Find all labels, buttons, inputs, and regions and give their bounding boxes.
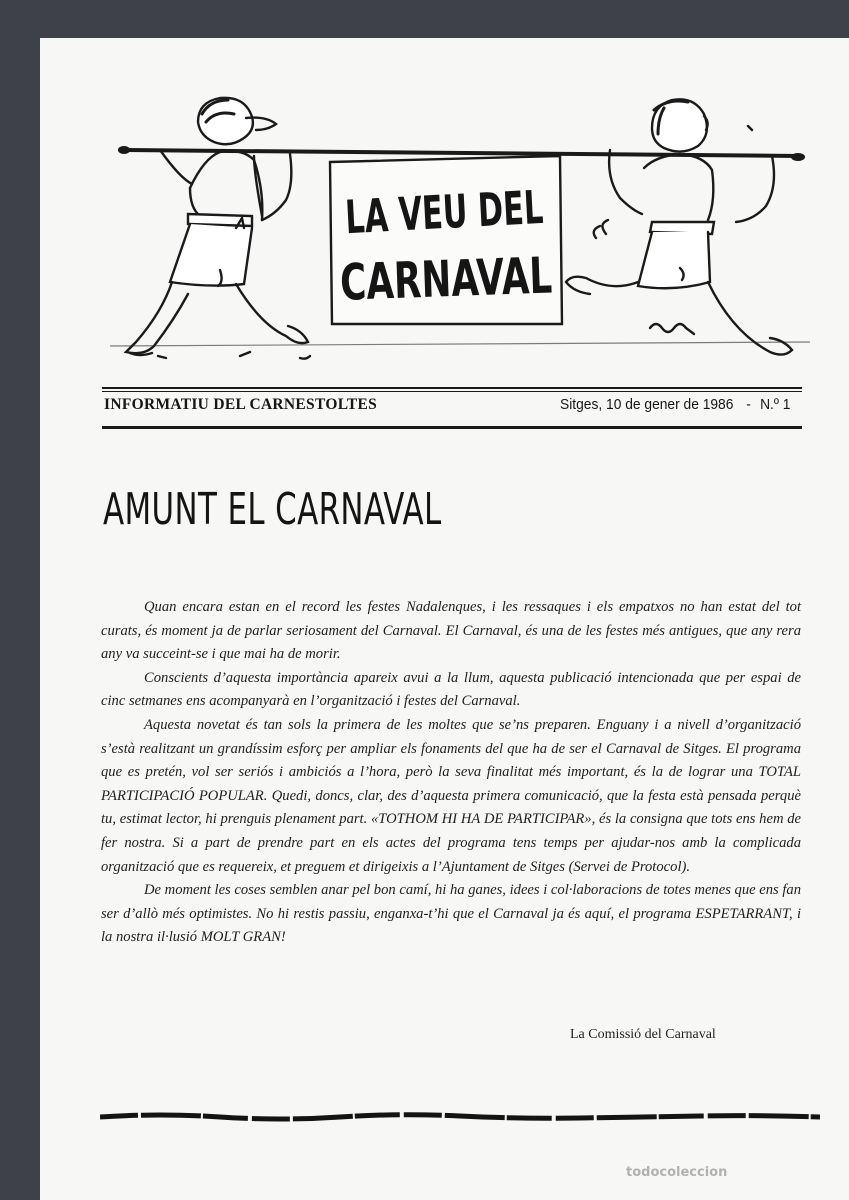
header-rule-thin: [102, 391, 802, 392]
watermark: todocoleccion: [626, 1165, 728, 1180]
article-paragraph: Aquesta novetat és tan sols la primera de les moltes que se’ns preparen. Enguany i a nivell d’organització s’està realitzant un grandíssim esforç per ampliar els fonaments del que ha de ser el Carnaval de Sitges. El programa que es pretén, vol ser seriós i ambiciós a l’hora, però la seva finalitat més important, és la de lograr una TOTAL PARTICIPACIÓ POPULAR. Quedi, doncs, clar, des d’aquesta primera comunicació, que la festa està pensada perquè tu, estimat lector, hi prenguis plenament part. «TOTHOM HI HA DE PARTICIPAR», és la consigna que tots ens hem de fer nostra. Si a part de prendre part en els actes del programa tens temps per ajudar-nos amb la complicada organització que es requereix, et preguem et dirigeixis a l’Ajuntament de Sitges (Servei de Protocol).: [101, 716, 801, 875]
page-title: AMUNT EL CARNAVAL: [103, 484, 442, 535]
article-paragraph: De moment les coses semblen anar pel bon camí, hi ha ganes, idees i col·laboracions de totes menes que ens fan ser d’allò més optimistes. No hi restis passiu, enganxa-t’hi que el Carnaval ja és aquí, el programa ESPETARRANT, i la nostra il·lusió MOLT GRAN!: [101, 882, 802, 946]
article-paragraph: Conscients d’aquesta importància apareix avui a la llum, aquesta publicació intencionada que per espai de cinc setmanes ens acompanyarà en l’organització i festes del Carnaval.: [101, 669, 801, 710]
masthead-logo: [330, 156, 647, 324]
issue-date: Sitges, 10 de gener de 1986: [560, 396, 734, 413]
masthead-illustration: [40, 38, 849, 378]
article-body: [101, 596, 801, 950]
logo-line-2: CARNAVAL: [339, 243, 638, 312]
right-carrier-figure: [566, 99, 792, 354]
article-paragraph: Quan encara estan en el record les festes Nadalenques, i les ressaques i els empatxos no han estat del tot curats, és moment ja de parlar seriosament del Carnaval. El Carnaval, és una de les festes més antigues, que any rera any va succeint-se i que mai ha de morir.: [101, 599, 801, 663]
newspaper-page: [40, 38, 849, 1200]
issue-info: [560, 396, 790, 413]
issue-number: N.º 1: [760, 396, 791, 413]
issue-separator: -: [746, 396, 751, 413]
footer-rule: [100, 1110, 820, 1124]
left-carrier-figure: [126, 98, 310, 359]
publication-subtitle: INFORMATIU DEL CARNESTOLTES: [104, 396, 378, 413]
header-rule-top: [102, 387, 802, 389]
header-rule-bottom: [102, 426, 802, 429]
article-signature: La Comissió del Carnaval: [570, 1027, 716, 1042]
logo-line-1: LA VEU DEL: [343, 174, 647, 245]
